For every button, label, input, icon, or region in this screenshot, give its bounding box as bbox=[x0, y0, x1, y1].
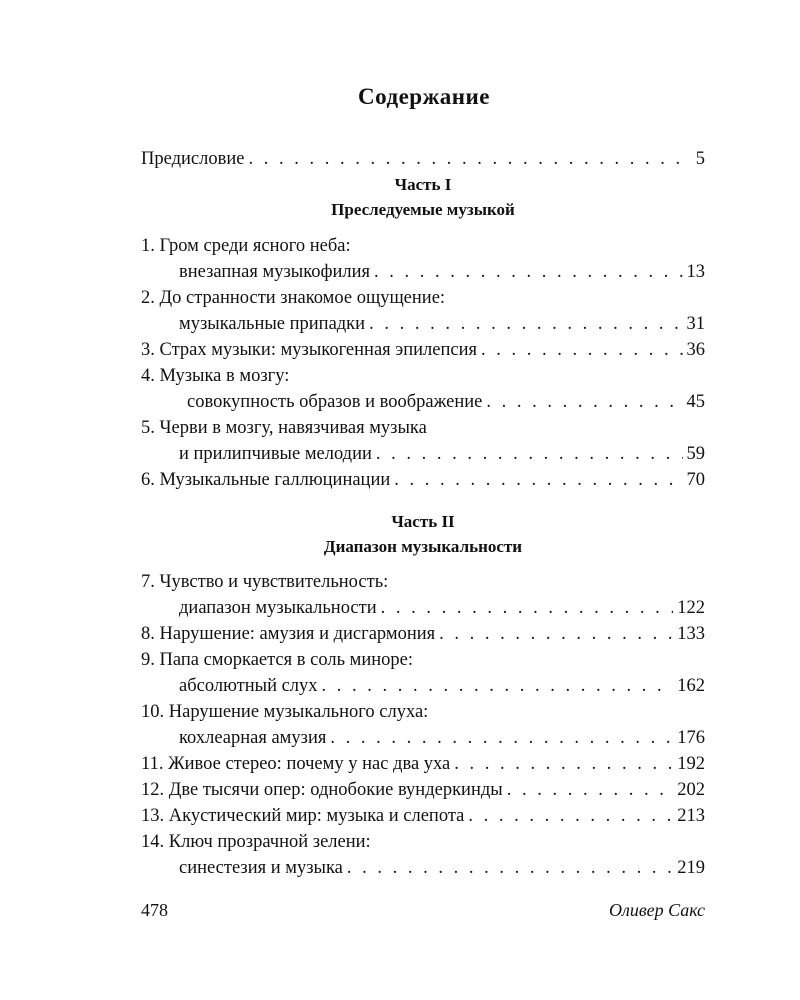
leader-dots bbox=[347, 855, 673, 881]
toc-entry bbox=[179, 673, 705, 699]
entry-title: 11. Живое стерео: почему у нас два уха bbox=[141, 754, 451, 774]
entry-title: 3. Страх музыки: музыкогенная эпилепсия bbox=[141, 340, 477, 360]
entry-title: и прилипчивые мелодии bbox=[179, 444, 372, 464]
leader-dots bbox=[481, 337, 683, 363]
toc-entry bbox=[179, 441, 705, 467]
entry-title: внезапная музыкофилия bbox=[179, 262, 371, 282]
page-number: 213 bbox=[677, 806, 705, 826]
page-number: 45 bbox=[686, 392, 705, 412]
page-number: 122 bbox=[677, 598, 705, 618]
toc-entry bbox=[141, 751, 705, 777]
part-name: Преследуемые музыкой bbox=[331, 200, 515, 219]
toc-entry bbox=[187, 389, 705, 415]
page-number: 5 bbox=[695, 149, 705, 169]
leader-dots bbox=[381, 595, 674, 621]
page-title: Содержание bbox=[358, 84, 490, 109]
leader-dots bbox=[507, 777, 674, 803]
page-number: 70 bbox=[686, 470, 705, 490]
leader-dots bbox=[369, 311, 682, 337]
page-number: 202 bbox=[677, 780, 705, 800]
toc-entry-line: 5. Черви в мозгу, навязчивая музыка bbox=[141, 418, 427, 438]
page-number: 192 bbox=[677, 754, 705, 774]
entry-title: 13. Акустический мир: музыка и слепота bbox=[141, 806, 465, 826]
page-number: 133 bbox=[677, 624, 705, 644]
entry-title: абсолютный слух bbox=[179, 676, 318, 696]
entry-title: Предисловие bbox=[141, 149, 245, 169]
page-number: 31 bbox=[686, 314, 705, 334]
part-label: Часть I bbox=[394, 175, 452, 194]
page-number: 59 bbox=[686, 444, 705, 464]
entry-title: 6. Музыкальные галлюцинации bbox=[141, 470, 391, 490]
entry-title: 8. Нарушение: амузия и дисгармония bbox=[141, 624, 436, 644]
running-author: Оливер Сакс bbox=[608, 900, 705, 920]
entry-title: диапазон музыкальности bbox=[179, 598, 377, 618]
leader-dots bbox=[468, 803, 673, 829]
toc-entry bbox=[141, 337, 705, 363]
entry-title: кохлеарная амузия bbox=[179, 728, 327, 748]
toc-entry-line: 10. Нарушение музыкального слуха: bbox=[141, 702, 429, 722]
leader-dots bbox=[454, 751, 673, 777]
leader-dots bbox=[394, 467, 682, 493]
toc-entry-line: 2. До странности знакомое ощущение: bbox=[141, 288, 446, 308]
toc-entry bbox=[141, 146, 705, 172]
toc-entry bbox=[141, 777, 705, 803]
toc-entry bbox=[179, 725, 705, 751]
leader-dots bbox=[248, 146, 691, 172]
toc-entry-line: 7. Чувство и чувствительность: bbox=[141, 572, 389, 592]
entry-title: 12. Две тысячи опер: однобокие вундеркинды bbox=[141, 780, 503, 800]
entry-title: синестезия и музыка bbox=[179, 858, 343, 878]
toc-entry bbox=[179, 595, 705, 621]
folio-page-number: 478 bbox=[141, 900, 168, 920]
page-number: 36 bbox=[686, 340, 705, 360]
toc-entry-line: 4. Музыка в мозгу: bbox=[141, 366, 290, 386]
leader-dots bbox=[330, 725, 673, 751]
page-number: 13 bbox=[686, 262, 705, 282]
part-label: Часть II bbox=[391, 512, 455, 531]
part-name: Диапазон музыкальности bbox=[323, 537, 523, 556]
toc-entry bbox=[141, 803, 705, 829]
toc-entry bbox=[141, 621, 705, 647]
toc-entry-line: 14. Ключ прозрачной зелени: bbox=[141, 832, 371, 852]
toc-entry bbox=[179, 259, 705, 285]
page-number: 176 bbox=[677, 728, 705, 748]
page-number: 219 bbox=[677, 858, 705, 878]
leader-dots bbox=[486, 389, 682, 415]
toc-entry bbox=[179, 311, 705, 337]
toc-entry bbox=[179, 855, 705, 881]
leader-dots bbox=[322, 673, 674, 699]
leader-dots bbox=[374, 259, 682, 285]
page-number: 162 bbox=[677, 676, 705, 696]
toc-entry-line: 9. Папа сморкается в соль миноре: bbox=[141, 650, 413, 670]
leader-dots bbox=[439, 621, 673, 647]
entry-title: музыкальные припадки bbox=[179, 314, 366, 334]
toc-entry-line: 1. Гром среди ясного неба: bbox=[141, 236, 351, 256]
toc-entry bbox=[141, 467, 705, 493]
entry-title: совокупность образов и воображение bbox=[187, 392, 483, 412]
leader-dots bbox=[376, 441, 683, 467]
